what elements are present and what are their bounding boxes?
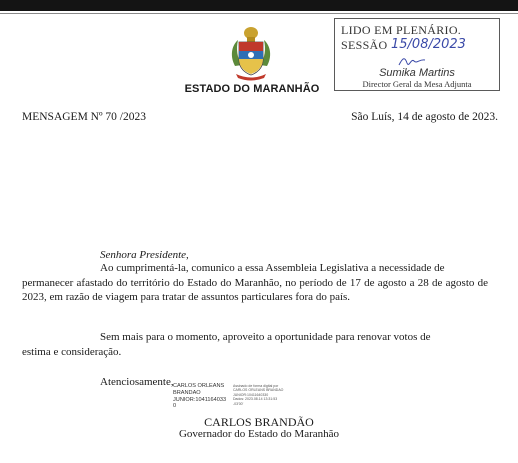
dateline: São Luís, 14 de agosto de 2023. [351, 111, 498, 123]
salutation: Senhora Presidente, [100, 249, 189, 261]
paragraph-1-body: permanecer afastado do território do Estado do Maranhão, no período de 17 de agosto a 28 de agosto de 2023, em razão de viagem para tratar de assuntos particulares fora do país. [22, 277, 488, 303]
reading-stamp [334, 18, 500, 91]
header-rule [0, 13, 518, 14]
coat-of-arms-icon [229, 24, 273, 82]
stamp-handwritten-date: 15/08/2023 [391, 37, 466, 52]
signer-title: Governador do Estado do Maranhão [178, 428, 340, 440]
state-name: ESTADO DO MARANHÃO [184, 83, 320, 95]
paragraph-1-first-line: Ao cumprimentá-la, comunico a essa Assembleia Legislativa a necessidade de [100, 262, 445, 274]
stamp-signer-name: Sumika Martins [379, 67, 455, 79]
closing: Atenciosamente, [100, 376, 174, 388]
paragraph-2-first-line: Sem mais para o momento, aproveito a oportunidade para renovar votos de [100, 331, 431, 343]
stamp-read-label: LIDO EM PLENÁRIO. [341, 23, 462, 37]
message-number: MENSAGEM Nº 70 /2023 [22, 111, 147, 123]
stamp-session-label: SESSÃO [341, 38, 388, 52]
digital-signature-block [173, 383, 363, 413]
digital-signature-name: CARLOS ORLEANS BRANDAO JUNIOR:1041164033 0 [173, 383, 227, 410]
signer-name: CARLOS BRANDÃO [204, 415, 314, 429]
digital-signature-note: Assinado de forma digital por CARLOS ORLEANS BRANDAO JUNIOR:10411640330 Dados: 2023.08.14 13:31:53 -03'00' [233, 384, 284, 406]
paragraph-2-body: estima e consideração. [22, 346, 122, 358]
header-top-bar [0, 0, 518, 11]
stamp-signer-role: Director Geral da Mesa Adjunta [362, 79, 472, 89]
